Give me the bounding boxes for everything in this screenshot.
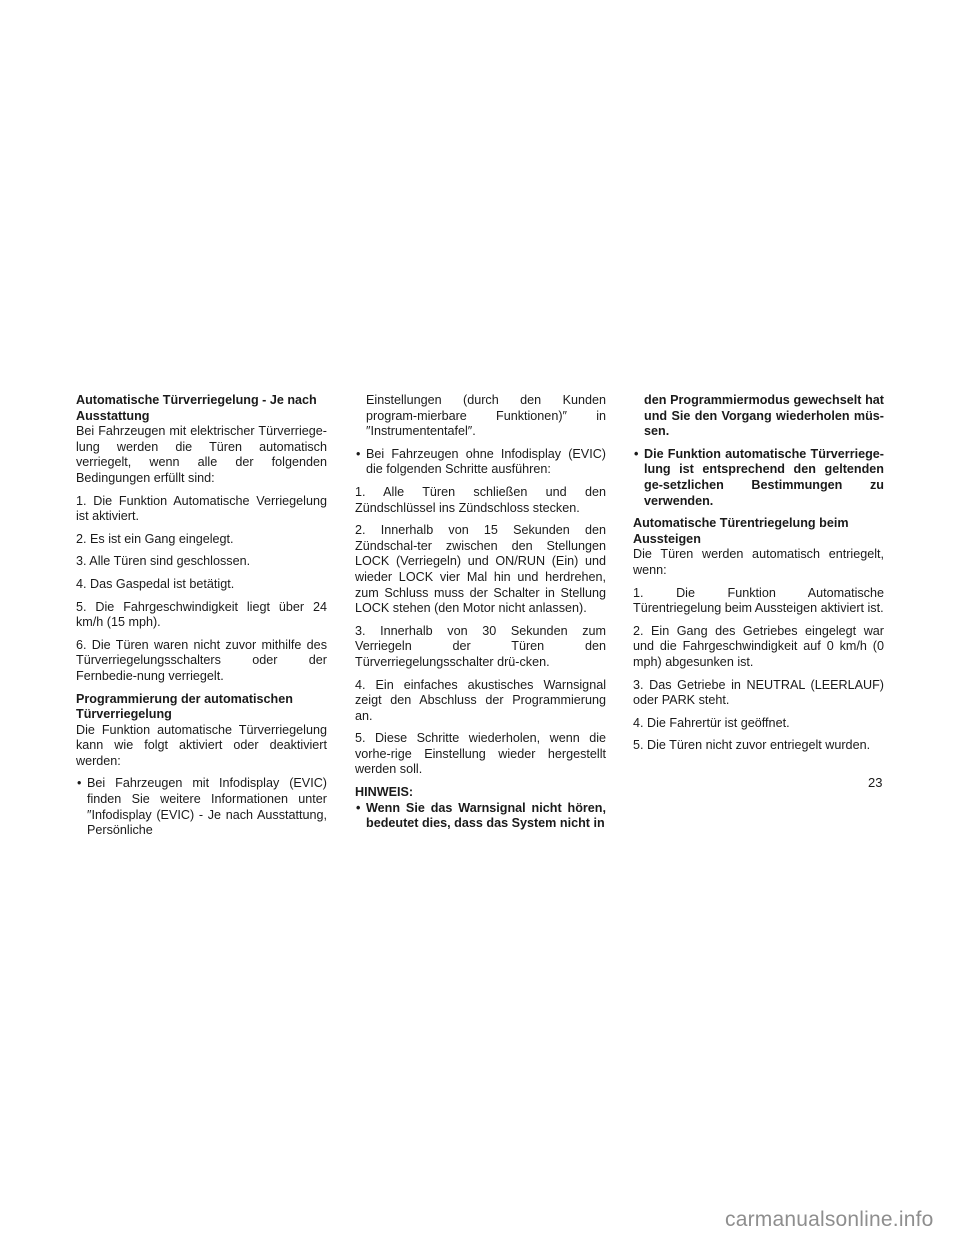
list-item: 2. Es ist ein Gang eingelegt. xyxy=(76,531,234,546)
bullet-icon: • xyxy=(356,800,361,815)
column-right xyxy=(633,393,884,761)
note-continuation: den Programmiermodus gewechselt hat und Sie den Vorgang wiederholen müs-sen. xyxy=(644,393,884,439)
bullet-icon: • xyxy=(634,446,639,461)
note-label: HINWEIS: xyxy=(355,785,414,800)
note-text: Die Funktion automatische Türverriege-lung ist entsprechend den geltenden ge-setzlichen Bestimmungen zu verwenden. xyxy=(644,446,884,508)
column-left xyxy=(76,393,327,846)
column-middle xyxy=(355,393,606,839)
section-heading: Automatische Türverriegelung - Je nach Ausstattung xyxy=(76,393,317,423)
paragraph: Die Funktion automatische Türverriegelung kann wie folgt aktiviert oder deaktiviert werden: xyxy=(76,722,327,768)
list-item: 3. Innerhalb von 30 Sekunden zum Verriegeln der Türen den Türverriegelungsschalter drü-cken. xyxy=(355,623,606,669)
bullet-text: Bei Fahrzeugen ohne Infodisplay (EVIC) die folgenden Schritte ausführen: xyxy=(366,446,606,477)
bullet-item xyxy=(355,447,606,478)
bullet-icon: • xyxy=(77,776,82,791)
list-item: 4. Ein einfaches akustisches Warnsignal zeigt den Abschluss der Programmierung an. xyxy=(355,677,606,723)
paragraph: Bei Fahrzeugen mit elektrischer Türverriege-lung werden die Türen automatisch verriegelt, wenn alle der folgenden Bedingungen erfüllt sind: xyxy=(76,424,327,485)
list-item: 4. Das Gaspedal ist betätigt. xyxy=(76,576,235,591)
list-item: 3. Das Getriebe in NEUTRAL (LEERLAUF) oder PARK steht. xyxy=(633,677,884,708)
bullet-item xyxy=(76,776,327,838)
note-item xyxy=(355,801,606,832)
list-item: 2. Ein Gang des Getriebes eingelegt war und die Fahrgeschwindigkeit auf 0 km/h (0 mph) abgesunken ist. xyxy=(633,623,884,669)
list-item: 1. Alle Türen schließen und den Zündschlüssel ins Zündschloss stecken. xyxy=(355,484,606,515)
note-item xyxy=(633,447,884,509)
list-item: 5. Die Fahrgeschwindigkeit liegt über 24 km/h (15 mph). xyxy=(76,599,327,630)
list-item: 1. Die Funktion Automatische Türentriegelung beim Aussteigen aktiviert ist. xyxy=(633,585,884,616)
list-item: 4. Die Fahrertür ist geöffnet. xyxy=(633,715,790,730)
bullet-text: Bei Fahrzeugen mit Infodisplay (EVIC) finden Sie weitere Informationen unter ″Infodisplay (EVIC) - Je nach Ausstattung, Persönliche xyxy=(87,776,327,838)
list-item: 5. Die Türen nicht zuvor entriegelt wurden. xyxy=(633,738,871,753)
list-item: 1. Die Funktion Automatische Verriegelung ist aktiviert. xyxy=(76,493,327,524)
bullet-icon: • xyxy=(356,446,361,461)
watermark: carmanualsonline.info xyxy=(725,1208,934,1231)
section-heading: Automatische Türentriegelung beim Aussteigen xyxy=(633,516,849,546)
list-item: 5. Diese Schritte wiederholen, wenn die vorhe-rige Einstellung wieder hergestellt werden soll. xyxy=(355,731,606,777)
list-item: 6. Die Türen waren nicht zuvor mithilfe des Türverriegelungsschalters oder der Fernbedie-nung verriegelt. xyxy=(76,637,327,683)
list-item: 2. Innerhalb von 15 Sekunden den Zündschal-ter zwischen den Stellungen LOCK (Verriegeln) und ON/RUN (Ein) und wieder LOCK vier Mal hin und herdrehen, zum Schluss muss der Schalter in Stellung LOCK stehen (den Motor nicht anlassen). xyxy=(355,523,606,616)
bullet-continuation: Einstellungen (durch den Kunden program-mierbare Funktionen)″ in ″Instrumententafel″. xyxy=(366,393,606,439)
paragraph: Die Türen werden automatisch entriegelt, wenn: xyxy=(633,547,884,577)
note-text: Wenn Sie das Warnsignal nicht hören, bedeutet dies, dass das System nicht in xyxy=(366,800,606,831)
list-item: 3. Alle Türen sind geschlossen. xyxy=(76,554,251,569)
page-number: 23 xyxy=(868,775,883,790)
section-heading: Programmierung der automatischen Türverriegelung xyxy=(76,691,293,722)
